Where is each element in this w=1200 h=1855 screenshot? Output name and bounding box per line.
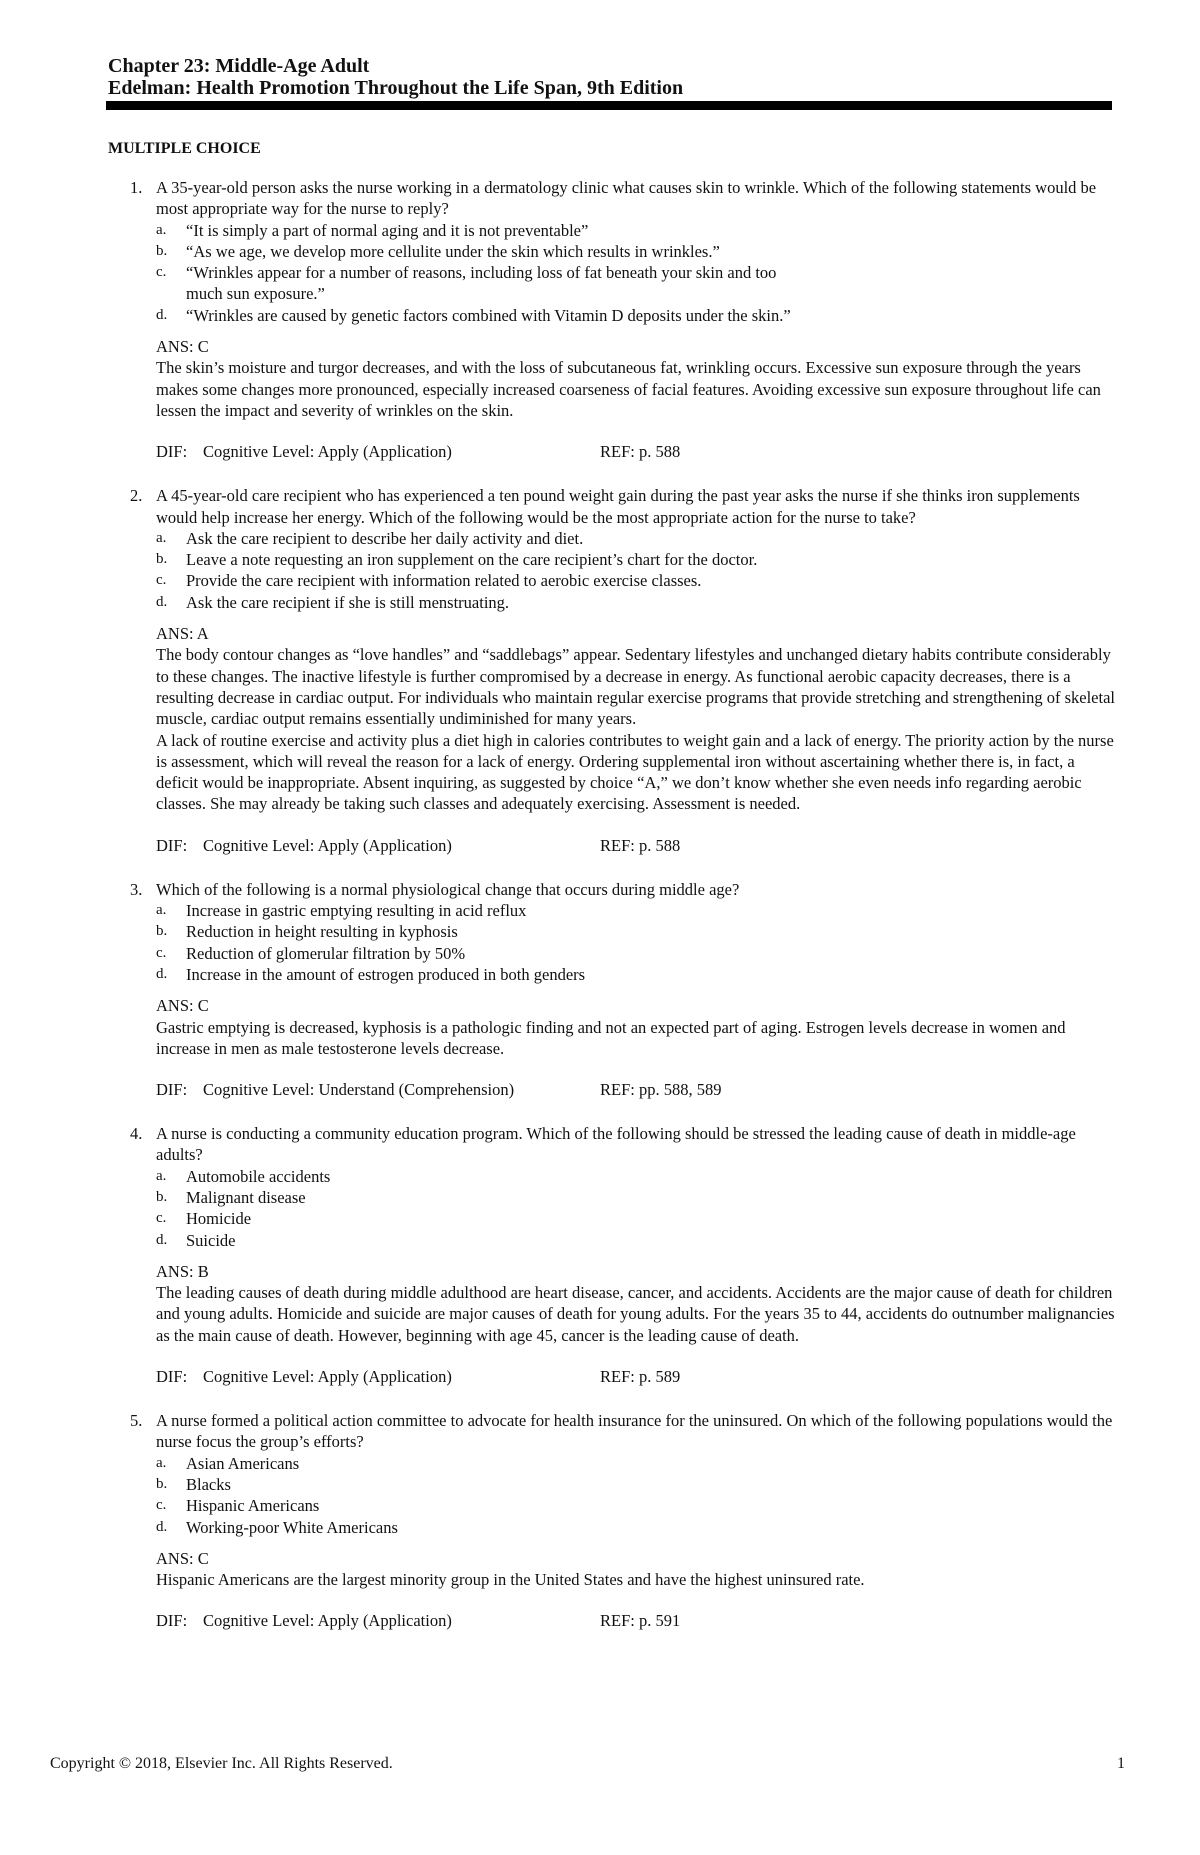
- answer-options: [156, 1166, 1118, 1251]
- option-letter: d.: [156, 1231, 168, 1248]
- option-text: Working-poor White Americans: [186, 1517, 398, 1537]
- question-5: [108, 1410, 1118, 1632]
- difficulty-row: [156, 1610, 1118, 1632]
- option-letter: d.: [156, 306, 168, 323]
- question-number: 4.: [130, 1124, 143, 1144]
- option-text: Automobile accidents: [186, 1166, 331, 1186]
- option-text: “As we age, we develop more cellulite under the skin which results in wrinkles.”: [186, 241, 720, 261]
- option-text: Increase in the amount of estrogen produced in both genders: [186, 964, 586, 984]
- option-text: Ask the care recipient to describe her daily activity and diet.: [186, 528, 584, 548]
- question-stem: Which of the following is a normal physiological change that occurs during middle age?: [156, 879, 740, 899]
- option-a: [156, 900, 1118, 921]
- rationale: [156, 644, 1118, 814]
- option-b: [156, 549, 1118, 570]
- dif-label: DIF:: [156, 442, 188, 462]
- option-a: [156, 528, 1118, 549]
- option-letter: c.: [156, 1210, 167, 1227]
- cognitive-level: Cognitive Level: Apply (Application): [203, 835, 452, 855]
- option-text: Increase in gastric emptying resulting in acid reflux: [186, 901, 527, 921]
- option-a: [156, 1453, 1118, 1474]
- option-text: Suicide: [186, 1230, 236, 1250]
- page-reference: REF: pp. 588, 589: [600, 1080, 722, 1100]
- page-header: [108, 55, 1108, 99]
- rationale-paragraph: A lack of routine exercise and activity plus a diet high in calories contributes to weight gain and a lack of energy. The priority action by the nurse is assessment, which will reveal the reason for a lack of energy. Ordering supplemental iron without ascertaining whether there is, in fact, a deficit would be inappropriate. Absent inquiring, as suggested by choice “A,” we don’t know whether she even needs info regarding aerobic classes. She may already be taking such classes and adequately exercising. Assessment is needed.: [156, 730, 1114, 814]
- book-title: Edelman: Health Promotion Throughout the Life Span, 9th Edition: [108, 77, 684, 99]
- option-letter: c.: [156, 944, 167, 961]
- option-letter: c.: [156, 264, 167, 281]
- option-letter: b.: [156, 1188, 168, 1205]
- page-reference: REF: p. 588: [600, 835, 681, 855]
- difficulty-row: [156, 1079, 1118, 1101]
- dif-label: DIF:: [156, 1611, 188, 1631]
- option-text: Hispanic Americans: [186, 1496, 320, 1516]
- cognitive-level: Cognitive Level: Understand (Comprehension): [203, 1080, 515, 1100]
- option-d: [156, 1230, 1118, 1251]
- dif-label: DIF:: [156, 835, 188, 855]
- option-text: Leave a note requesting an iron supplement on the care recipient’s chart for the doctor.: [186, 550, 758, 570]
- option-b: [156, 241, 1118, 262]
- answer-key: ANS: C: [156, 1548, 209, 1568]
- option-letter: a.: [156, 902, 167, 919]
- header-rule: [106, 101, 1112, 110]
- option-a: [156, 220, 1118, 241]
- rationale-paragraph: The skin’s moisture and turgor decreases, and with the loss of subcutaneous fat, wrinkling occurs. Excessive sun exposure through the years makes some changes more pronounced, especially increased coarseness of facial features. Avoiding excessive sun exposure throughout life can lessen the impact and severity of wrinkles on the skin.: [156, 358, 1101, 420]
- option-b: [156, 1474, 1118, 1495]
- option-a: [156, 1166, 1118, 1187]
- option-d: [156, 1517, 1118, 1538]
- question-number: 3.: [130, 879, 143, 899]
- question-number: 2.: [130, 486, 143, 506]
- option-letter: d.: [156, 593, 168, 610]
- rationale: [156, 1017, 1118, 1060]
- dif-label: DIF:: [156, 1367, 188, 1387]
- question-stem: A nurse formed a political action committee to advocate for health insurance for the uninsured. On which of the following populations would the nurse focus the group’s efforts?: [156, 1411, 1113, 1452]
- question-number: 1.: [130, 178, 143, 197]
- option-letter: a.: [156, 1167, 167, 1184]
- question-number: 5.: [130, 1411, 143, 1431]
- question-stem: A 35-year-old person asks the nurse working in a dermatology clinic what causes skin to wrinkle. Which of the following statements would be most appropriate way for the nurse to reply?: [156, 178, 1097, 219]
- option-text: Provide the care recipient with information related to aerobic exercise classes.: [186, 571, 702, 591]
- answer-options: [156, 528, 1118, 613]
- question-stem: A nurse is conducting a community education program. Which of the following should be stressed the leading cause of death in middle-age adults?: [156, 1124, 1076, 1165]
- option-letter: a.: [156, 221, 167, 238]
- rationale: [156, 357, 1118, 421]
- option-text: Homicide: [186, 1209, 252, 1229]
- option-letter: a.: [156, 1454, 167, 1471]
- option-letter: b.: [156, 923, 168, 940]
- option-text: “It is simply a part of normal aging and it is not preventable”: [186, 220, 589, 240]
- option-b: [156, 921, 1118, 942]
- answer-options: [156, 1453, 1118, 1538]
- difficulty-row: [156, 1366, 1118, 1388]
- option-letter: b.: [156, 1475, 168, 1492]
- page-number: 1: [1117, 1755, 1125, 1772]
- question-list: [108, 177, 1118, 1654]
- question-4: [108, 1123, 1118, 1388]
- option-text: Reduction in height resulting in kyphosis: [186, 922, 458, 942]
- option-letter: b.: [156, 242, 168, 259]
- rationale-paragraph: Gastric emptying is decreased, kyphosis is a pathologic finding and not an expected part of aging. Estrogen levels decrease in women and increase in men as male testosterone levels decrease.: [156, 1017, 1066, 1058]
- option-text: Reduction of glomerular filtration by 50%: [186, 943, 466, 963]
- page-reference: REF: p. 589: [600, 1367, 681, 1387]
- question-1: [108, 177, 1118, 463]
- option-text: Malignant disease: [186, 1187, 306, 1207]
- option-letter: c.: [156, 1497, 167, 1514]
- question-3: [108, 879, 1118, 1101]
- answer-key: ANS: A: [156, 624, 209, 644]
- option-letter: b.: [156, 551, 168, 568]
- option-d: [156, 592, 1118, 613]
- rationale-paragraph: The body contour changes as “love handles” and “saddlebags” appear. Sedentary lifestyles and unchanged dietary habits contribute considerably to these changes. The inactive lifestyle is further compromised by a decrease in energy. As functional aerobic capacity decreases, there is a resulting decrease in cardiac output. For individuals who maintain regular exercise programs that provide stretching and strengthening of skeletal muscle, cardiac output remains essentially undiminished for many years.: [156, 645, 1115, 729]
- option-text: Blacks: [186, 1474, 231, 1494]
- option-c: [156, 1495, 1118, 1516]
- dif-label: DIF:: [156, 1080, 188, 1100]
- cognitive-level: Cognitive Level: Apply (Application): [203, 442, 452, 462]
- option-b: [156, 1187, 1118, 1208]
- difficulty-row: [156, 835, 1118, 857]
- page-reference: REF: p. 591: [600, 1611, 681, 1631]
- option-c: [156, 943, 1118, 964]
- rationale: [156, 1569, 1118, 1590]
- option-letter: a.: [156, 529, 167, 546]
- option-text: “Wrinkles appear for a number of reasons, including loss of fat beneath your skin and too much sun exposure.”: [186, 263, 777, 304]
- rationale-paragraph: Hispanic Americans are the largest minority group in the United States and have the highest uninsured rate.: [156, 1570, 865, 1590]
- answer-options: [156, 900, 1118, 985]
- answer-key: ANS: C: [156, 996, 209, 1016]
- copyright-notice: Copyright © 2018, Elsevier Inc. All Rights Reserved.: [50, 1755, 393, 1772]
- option-letter: d.: [156, 965, 168, 982]
- option-c: [156, 262, 1118, 305]
- question-stem: A 45-year-old care recipient who has experienced a ten pound weight gain during the past year asks the nurse if she thinks iron supplements would help increase her energy. Which of the following would be the most appropriate action for the nurse to take?: [156, 486, 1080, 527]
- page-reference: REF: p. 588: [600, 442, 681, 462]
- answer-key: ANS: C: [156, 337, 209, 357]
- difficulty-row: [156, 441, 1118, 463]
- question-2: [108, 485, 1118, 856]
- cognitive-level: Cognitive Level: Apply (Application): [203, 1611, 452, 1631]
- section-title: MULTIPLE CHOICE: [108, 140, 261, 157]
- option-d: [156, 964, 1118, 985]
- rationale: [156, 1282, 1118, 1346]
- option-d: [156, 305, 1118, 326]
- rationale-paragraph: The leading causes of death during middle adulthood are heart disease, cancer, and accidents. Accidents are the major cause of death for children and young adults. Homicide and suicide are major causes of death for young adults. For the years 35 to 44, accidents do outnumber malignancies as the main cause of death. However, beginning with age 45, cancer is the leading cause of death.: [156, 1283, 1115, 1345]
- option-text: “Wrinkles are caused by genetic factors combined with Vitamin D deposits under the skin.”: [186, 305, 791, 325]
- answer-options: [156, 220, 1118, 326]
- option-letter: d.: [156, 1518, 168, 1535]
- option-text: Ask the care recipient if she is still menstruating.: [186, 592, 510, 612]
- cognitive-level: Cognitive Level: Apply (Application): [203, 1367, 452, 1387]
- option-c: [156, 1208, 1118, 1229]
- option-letter: c.: [156, 572, 167, 589]
- chapter-title: Chapter 23: Middle-Age Adult: [108, 55, 370, 77]
- answer-key: ANS: B: [156, 1261, 209, 1281]
- option-c: [156, 570, 1118, 591]
- option-text: Asian Americans: [186, 1453, 300, 1473]
